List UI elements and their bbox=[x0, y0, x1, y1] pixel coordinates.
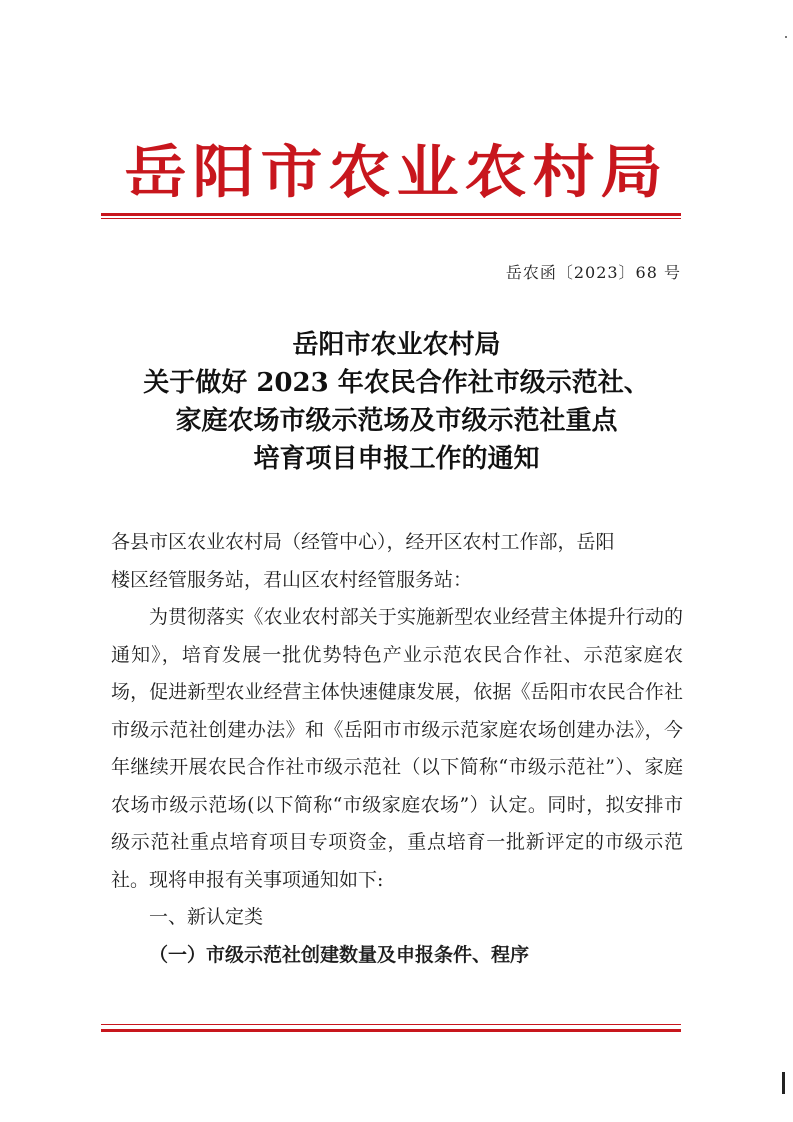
recipients-line: 各县市区农业农村局（经管中心），经开区农村工作部，岳阳 bbox=[111, 531, 615, 553]
title-line: 培育项目申报工作的通知 bbox=[253, 444, 540, 474]
title-line: 家庭农场市级示范场及市级示范社重点 bbox=[175, 406, 618, 436]
org-header: 岳阳市农业农村局 bbox=[124, 137, 669, 206]
header-red-rule-thick bbox=[101, 213, 681, 216]
title-line: 关于做好 2023 年农民合作社市级示范社、 bbox=[143, 368, 650, 398]
document-title bbox=[0, 326, 793, 478]
scan-speck bbox=[785, 36, 787, 38]
intro-paragraph: 为贯彻落实《农业农村部关于实施新型农业经营主体提升行动的通知》，培育发展一批优势特色产业示范农民合作社、示范家庭农场，促进新型农业经营主体快速健康发展，依据《岳阳市农民合作社市级示范社创建办法》和《岳阳市市级示范家庭农场创建办法》，今年继续开展农民合作社市级示范社（以下简称“市级示范社”）、家庭农场市级示范场(以下简称“市级家庭农场”）认定。同时，拟安排市级示范社重点培育项目专项资金，重点培育一批新评定的市级示范社。现将申报有关事项通知如下: bbox=[111, 606, 683, 891]
document-body bbox=[111, 524, 683, 974]
scan-edge-mark bbox=[782, 1072, 785, 1094]
document-number: 岳农函〔2023〕68 号 bbox=[505, 263, 681, 282]
footer-red-rule-thin bbox=[101, 1024, 681, 1025]
subsection-heading: （一）市级示范社创建数量及申报条件、程序 bbox=[149, 943, 530, 966]
footer-red-rule-thick bbox=[101, 1029, 681, 1032]
title-line: 岳阳市农业农村局 bbox=[292, 330, 501, 360]
section-heading: 一、新认定类 bbox=[149, 906, 264, 928]
header-red-rule-thin bbox=[101, 218, 681, 219]
recipients-line: 楼区经管服务站，君山区农村经管服务站： bbox=[111, 568, 473, 591]
